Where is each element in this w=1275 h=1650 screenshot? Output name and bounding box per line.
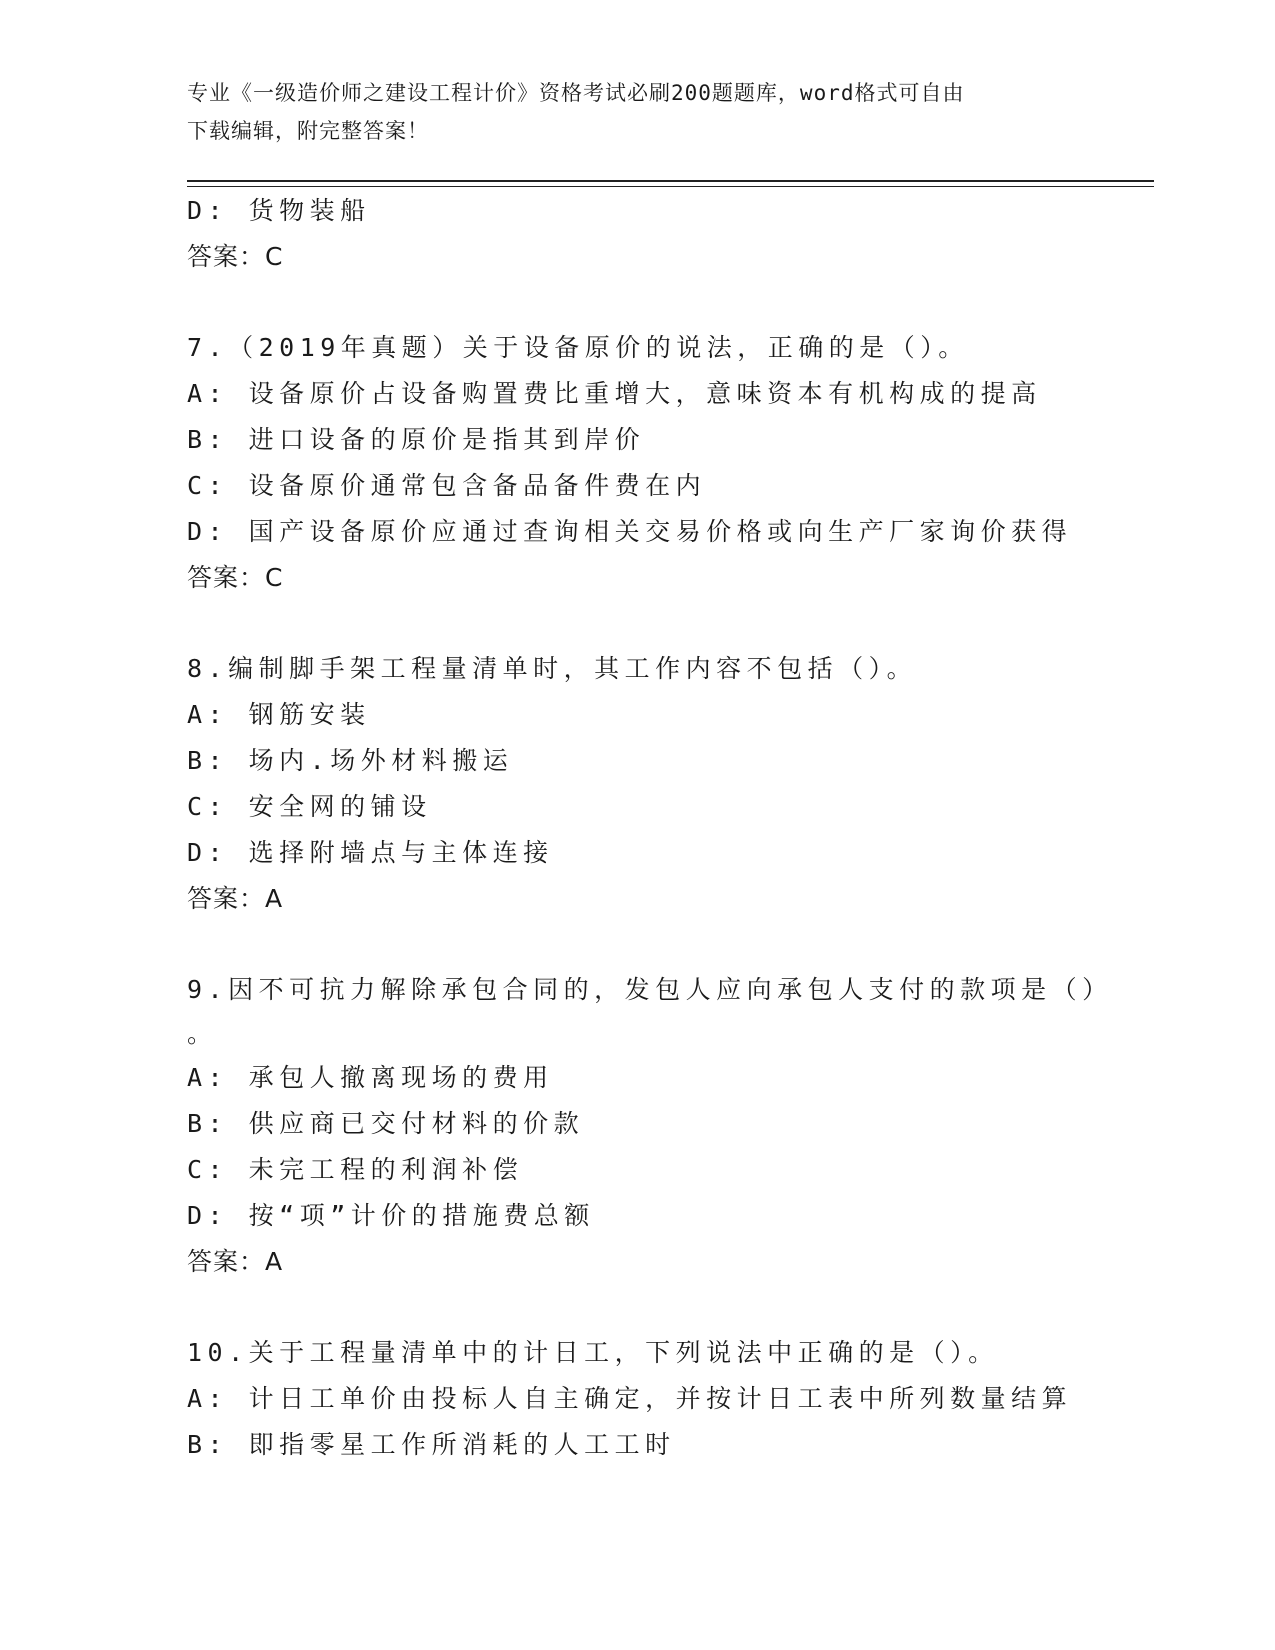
q9-stem-continued: 。 [187, 1019, 218, 1048]
q9-option-a: A: 承包人撤离现场的费用 [187, 1063, 554, 1092]
q8-stem: 8.编制脚手架工程量清单时，其工作内容不包括（）。 [187, 654, 918, 683]
q7-option-a: A: 设备原价占设备购置费比重增大，意味资本有机构成的提高 [187, 379, 1042, 408]
header-divider-thin [187, 186, 1154, 187]
question-10 [187, 1330, 1087, 1468]
q9-stem: 9.因不可抗力解除承包合同的，发包人应向承包人支付的款项是（） [187, 975, 1113, 1004]
q9-option-d: D: 按“项”计价的措施费总额 [187, 1201, 595, 1230]
q8-option-d: D: 选择附墙点与主体连接 [187, 838, 554, 867]
q8-option-a: A: 钢筋安装 [187, 700, 371, 729]
q8-answer: 答案：A [187, 884, 284, 913]
q6-answer: 答案：C [187, 242, 284, 271]
q7-option-c: C: 设备原价通常包含备品备件费在内 [187, 471, 707, 500]
q7-option-d: D: 国产设备原价应通过查询相关交易价格或向生产厂家询价获得 [187, 517, 1073, 546]
header-line-2: 下载编辑，附完整答案！ [187, 119, 429, 143]
header-line-1: 专业《一级造价师之建设工程计价》资格考试必刷200题题库，word格式可自由 [187, 81, 965, 105]
q8-option-b: B: 场内.场外材料搬运 [187, 746, 514, 775]
q10-option-b: B: 即指零星工作所消耗的人工工时 [187, 1430, 676, 1459]
header-divider-thick [187, 180, 1154, 182]
q8-option-c: C: 安全网的铺设 [187, 792, 432, 821]
question-list [187, 188, 1113, 1468]
q10-option-a: A: 计日工单价由投标人自主确定，并按计日工表中所列数量结算 [187, 1384, 1073, 1413]
q10-stem: 10.关于工程量清单中的计日工，下列说法中正确的是（）。 [187, 1338, 999, 1367]
q9-option-b: B: 供应商已交付材料的价款 [187, 1109, 585, 1138]
document-header [187, 74, 1087, 150]
q7-option-b: B: 进口设备的原价是指其到岸价 [187, 425, 646, 454]
q9-answer: 答案：A [187, 1247, 284, 1276]
question-6-tail [187, 188, 1087, 280]
q6-option-d: D: 货物装船 [187, 196, 371, 225]
question-7 [187, 325, 1087, 601]
question-8 [187, 646, 1087, 922]
question-9 [187, 967, 1113, 1285]
q7-answer: 答案：C [187, 563, 284, 592]
q9-option-c: C: 未完工程的利润补偿 [187, 1155, 524, 1184]
q7-stem: 7.（2019年真题）关于设备原价的说法，正确的是（）。 [187, 333, 969, 362]
